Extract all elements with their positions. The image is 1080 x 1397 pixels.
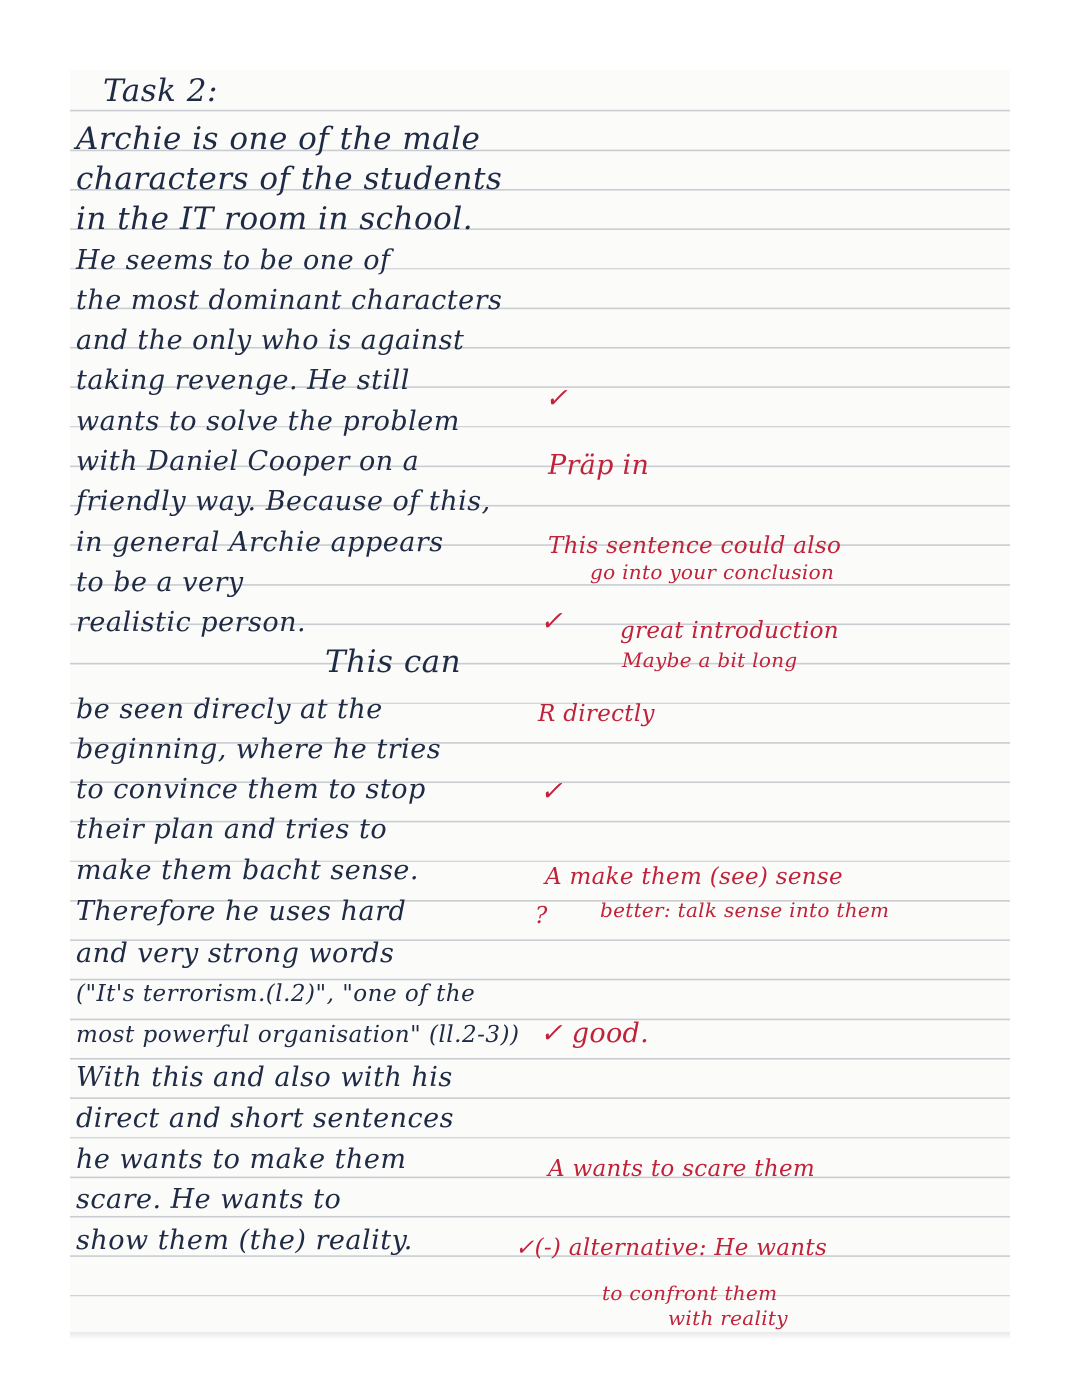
essay-line: friendly way. Because of this,: [76, 486, 491, 517]
correction-note: ✓(-) alternative: He wants: [515, 1235, 828, 1261]
essay-line: beginning, where he tries: [76, 734, 442, 765]
question-mark: ?: [535, 903, 548, 929]
paper-shadow: [70, 1332, 1010, 1340]
correction-note: with reality: [668, 1306, 788, 1330]
task-heading: Task 2:: [103, 73, 218, 109]
essay-line: in general Archie appears: [76, 527, 444, 558]
correction-note: A wants to scare them: [548, 1156, 815, 1182]
correction-note: R directly: [538, 701, 655, 727]
correction-note: Maybe a bit long: [622, 648, 798, 672]
essay-line: With this and also with his: [76, 1062, 453, 1093]
check-mark: ✓: [545, 383, 568, 414]
essay-line: their plan and tries to: [76, 814, 388, 845]
essay-line: most powerful organisation" (ll.2-3)): [76, 1022, 520, 1048]
essay-line: show them (the) reality.: [76, 1225, 413, 1256]
essay-line: direct and short sentences: [76, 1103, 454, 1134]
correction-note: This sentence could also: [548, 533, 842, 559]
check-mark: ✓: [540, 606, 563, 637]
essay-line: and very strong words: [76, 938, 395, 969]
essay-line: to be a very: [76, 567, 244, 598]
correction-note: go into your conclusion: [590, 560, 835, 584]
essay-line: with Daniel Cooper on a: [76, 446, 420, 477]
essay-line: realistic person.: [76, 607, 307, 638]
essay-line: ("It's terrorism.(l.2)", "one of the: [76, 981, 476, 1007]
correction-note: great introduction: [620, 618, 839, 644]
correction-note: to confront them: [602, 1281, 778, 1305]
check-mark: ✓: [540, 776, 563, 807]
correction-note: Präp in: [548, 450, 650, 481]
correction-note: ✓ good.: [540, 1018, 649, 1049]
essay-line: Archie is one of the male: [76, 121, 481, 157]
essay-line: in the IT room in school.: [76, 201, 474, 237]
essay-line: characters of the students: [76, 161, 503, 197]
essay-line: taking revenge. He still: [76, 365, 410, 396]
essay-line: Therefore he uses hard: [76, 896, 407, 927]
correction-note: A make them (see) sense: [545, 864, 843, 890]
essay-line: he wants to make them: [76, 1144, 407, 1175]
essay-line: and the only who is against: [76, 325, 465, 356]
essay-line: to convince them to stop: [76, 774, 426, 805]
essay-line: make them bacht sense.: [76, 855, 419, 886]
essay-line: be seen direcly at the: [76, 694, 383, 725]
essay-line: He seems to be one of: [76, 245, 391, 276]
correction-note: better: talk sense into them: [600, 898, 890, 922]
essay-line: scare. He wants to: [76, 1184, 342, 1215]
essay-line: This can: [325, 644, 462, 680]
essay-line: wants to solve the problem: [76, 406, 460, 437]
essay-line: the most dominant characters: [76, 285, 503, 316]
